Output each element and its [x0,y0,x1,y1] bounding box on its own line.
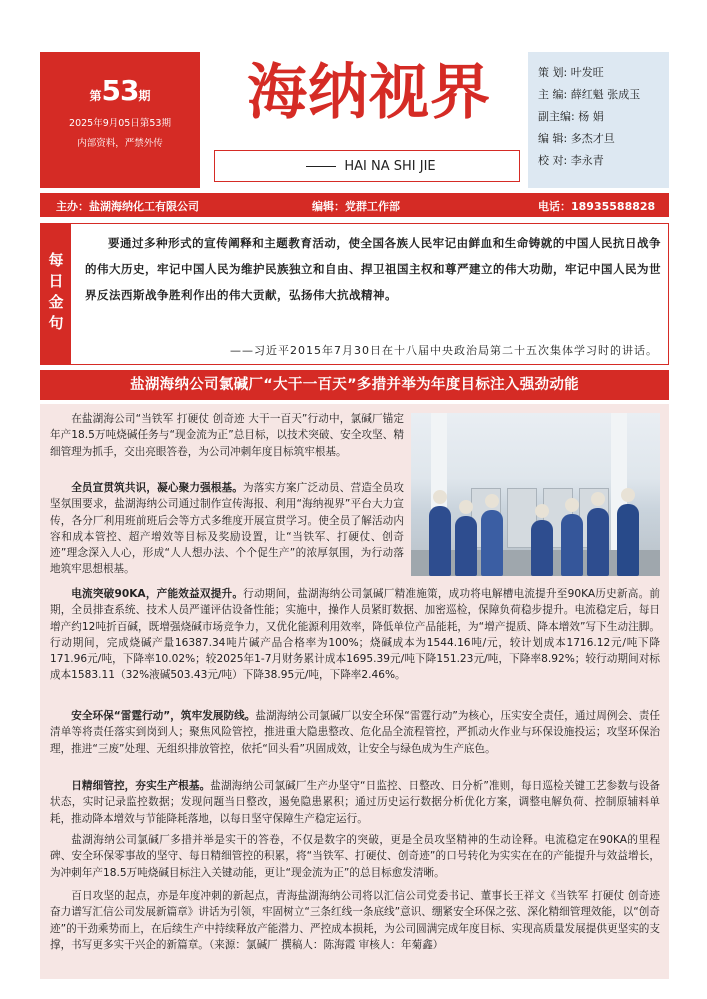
quote-tag: 每日金句 [41,224,71,364]
photo-person [561,514,583,576]
issue-suffix: 期 [138,89,151,103]
photo-head [591,492,605,506]
editor-line: 副主编: 杨 娟 [538,110,604,123]
paragraph [50,411,404,460]
issue-date: 2025年9月05日第53期 [69,118,171,129]
paragraph [50,888,660,953]
issue-note: 内部资料，严禁外传 [77,138,163,149]
quote-text: 要通过多种形式的宣传阐释和主题教育活动，使全国各族人民牢记由鲜血和生命铸就的中国人民抗日战争的伟大历史，牢记中国人民为维护民族独立和自由、捍卫祖国主权和尊严建立的伟大功勋，牢记中国人民为世界反法西斯战争胜利作出的伟大贡献，弘扬伟大抗战精神。 [85,236,661,302]
sponsor: 主办：盐湖海纳化工有限公司 [56,200,199,213]
header [40,52,669,190]
editor-line: 策 划: 叶发旺 [538,66,604,79]
photo-head [485,494,499,508]
photo-head [565,498,579,512]
issue-box [40,52,200,188]
issue-prefix: 第 [89,89,102,103]
quote-source: ——习近平2015年7月30日在十八届中央政治局第二十五次集体学习时的讲话。 [230,344,658,357]
editor-line: 编 辑: 多杰才旦 [538,132,615,145]
article-headline: 盐湖海纳公司氯碱厂“大干一百天”多措并举为年度目标注入强劲动能 [40,370,669,400]
editor-dept: 编辑：党群工作部 [312,200,400,213]
masthead-pinyin [214,150,520,182]
editor-line: 主 编: 薛红魁 张成玉 [538,88,641,101]
editor-panel [528,52,669,188]
photo-head [621,488,635,502]
article [40,404,669,979]
paragraph [50,586,660,684]
photo-person [455,516,477,576]
paragraph-lead: 安全环保“雷霆行动”，筑牢发展防线。 [71,710,256,722]
paragraph-lead: 日精细管控，夯实生产根基。 [71,780,211,792]
paragraph-text: 行动期间，盐湖海纳公司氯碱厂精准施策，成功将电解槽电流提升至90KA历史新高。前期，全员排查系统、技术人员严谨评估设备性能；实施中，操作人员紧盯数据、加密巡检，保障负荷稳步提升。电流稳定后，每日增产约12吨折百碱，既增强烧碱市场竞争力，又优化能源利用效率，降低单位产品能耗，为“增产提质、降本增效”写下生动注脚。行动期间，完成烧碱产量16387.34吨片碱产品合格率为100%；烧碱成本为1544.16吨/元，较计划成本1716.12元/吨下降171.96元/吨，下降率10.02%；较2025年1-7月财务累计成本1695.39元/吨下降151.23元/吨，下降率8.92%；较行动期间对标成本1583.11（32%液碱503.43元/吨）下降38.95元/吨，下降率2.46%。 [50,588,660,682]
photo-person [481,510,503,576]
photo-person [429,506,451,576]
photo-workers-icon [411,413,660,576]
paragraph-text: 盐湖海纳公司氯碱厂以安全环保“雷霆行动”为核心，压实安全责任，通过周例会、责任清单等将责任落实到岗到人；聚焦风险管控，推进重大隐患整改、危化品全流程管控，严抓动火作业与环保设施投运；攻坚环保治理，推进“三废”处理、无组织排放管控，依托“回头看”巩固成效，让安全与绿色成为生产底色。 [50,710,660,755]
masthead [208,52,530,188]
issue-number [40,74,200,107]
paragraph [50,708,660,757]
paragraph [50,778,660,827]
issue-number-value: 53 [101,74,139,107]
photo-head [433,490,447,504]
paragraph-text: 盐湖海纳公司氯碱厂多措并举是实干的答卷，不仅是数字的突破，更是全员攻坚精神的生动诠释。电流稳定在90KA的里程碑、安全环保零事故的坚守、每日精细管控的积累，将“当铁军、打硬仗、创奇迹”的口号转化为实实在在的产能提升与效益增长，为冲刺年产18.5万吨烧碱目标注入关键动能，更让“现金流为正”的总目标愈发清晰。 [50,834,660,879]
photo-person [617,504,639,576]
paragraph-text: 在盐湖海公司“当铁军 打硬仗 创奇迹 大干一百天”行动中，氯碱厂锚定年产18.5万吨烧碱任务与“现金流为正”总目标，以技术突破、安全攻坚、精细管理为抓手，交出亮眼答卷，为公司冲刺年度目标筑牢根基。 [50,413,404,458]
photo-head [459,500,473,514]
photo-head [535,504,549,518]
daily-quote [40,223,669,365]
paragraph-text: 百日攻坚的起点，亦是年度冲刺的新起点，青海盐湖海纳公司将以汇信公司党委书记、董事长王祥文《当铁军 打硬仗 创奇迹 奋力谱写汇信公司发展新篇章》讲话为引领，牢固树立“三条红线一条底线”意识、绷紧安全环保之弦、深化精细管理效能，以“创奇迹”的干劲乘势而上，在后续生产中持续释放产能潜力、严控成本损耗，为公司圆满完成年度目标、实现高质量发展提供更坚实的支撑，书写更多实干兴企的新篇章。（来源：氯碱厂 撰稿人：陈海霞 审核人：年菊鑫） [50,890,660,951]
paragraph-lead: 全员宣贯筑共识，凝心聚力强根基。 [71,482,244,494]
phone: 电话：18935588828 [538,200,656,213]
pinyin-text: HAI NA SHI JIE [344,158,436,174]
paragraph [50,832,660,881]
paragraph-text: 盐湖海纳公司氯碱厂生产办坚守“日监控、日整改、日分析”准则，每日巡检关键工艺参数与设备状态，实时记录监控数据；发现问题当日整改，遏免隐患累积；通过历史运行数据分析优化方案，调整电解负荷、控制原辅料单耗，推动降本增效与节能降耗落地，以每日坚守保障生产稳定运行。 [50,780,661,825]
paragraph-lead: 电流突破90KA，产能效益双提升。 [71,588,244,600]
masthead-title: 海纳视界 [247,58,491,128]
photo-person [587,508,609,576]
paragraph [50,480,404,578]
paragraph-text: 为落实方案广泛动员、营造全员攻坚氛围要求，盐湖海纳公司通过制作宣传海报、利用“海纳视界”平台大力宣传，各分厂利用班前班后会等方式多维度开展宣贯学习。使全员了解活动内容和成本管控、超产增效等目标及奖励设置，让“当铁军、打硬仗、创奇迹”理念深入人心，形成“人人想办法、个个促生产”的浓厚氛围，为行动落地筑牢思想根基。 [50,482,405,576]
photo-person [531,520,553,576]
dash-left [306,166,336,167]
editor-line: 校 对: 李永青 [538,154,604,167]
info-bar [40,193,669,217]
